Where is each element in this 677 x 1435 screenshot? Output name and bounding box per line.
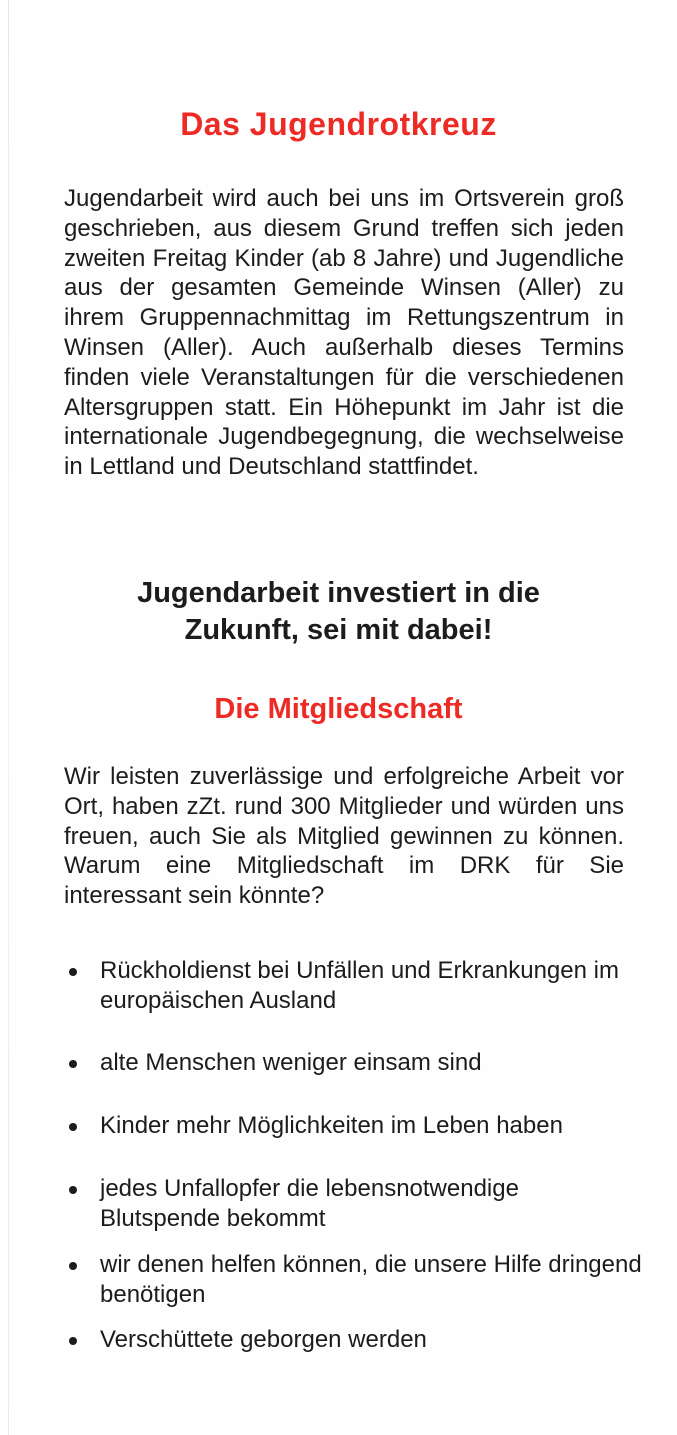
- slogan-line-2: Zukunft, sei mit dabei!: [184, 614, 493, 646]
- paragraph-mitgliedschaft: Wir leisten zuverlässige und erfolgreiche Arbeit vor Ort, haben zZt. rund 300 Mitglieder und würden uns freuen, auch Sie als Mitglied gewinnen zu können. Warum eine Mitgliedschaft im DRK für Sie interessant sein könnte?: [64, 763, 624, 910]
- list-item: [64, 956, 644, 1015]
- list-item-text: Kinder mehr Möglichkeiten im Leben haben: [100, 1112, 563, 1139]
- bullet-dot-icon: [69, 1337, 77, 1345]
- bullet-dot-icon: [69, 1060, 77, 1068]
- bullet-dot-icon: [69, 1186, 77, 1194]
- heading-mitgliedschaft: Die Mitgliedschaft: [214, 693, 463, 725]
- list-item: [64, 1048, 644, 1078]
- heading-jugendrotkreuz: Das Jugendrotkreuz: [180, 106, 497, 142]
- list-item-text: Rückholdienst bei Unfällen und Erkrankungen im europäischen Ausland: [100, 957, 619, 1014]
- list-item-text: jedes Unfallopfer die lebensnotwendige Blutspende bekommt: [100, 1175, 519, 1232]
- list-item: [64, 1111, 644, 1141]
- bullet-dot-icon: [69, 968, 77, 976]
- list-item: [64, 1174, 644, 1233]
- list-item: [64, 1325, 644, 1355]
- list-item-text: Verschüttete geborgen werden: [100, 1326, 427, 1353]
- bullet-dot-icon: [69, 1123, 77, 1131]
- slogan: [0, 575, 677, 649]
- list-item-text: alte Menschen weniger einsam sind: [100, 1049, 482, 1076]
- list-item-text: wir denen helfen können, die unsere Hilfe dringend benötigen: [100, 1251, 642, 1308]
- bullet-dot-icon: [69, 1262, 77, 1270]
- list-item: [64, 1250, 644, 1309]
- paragraph-jugendrotkreuz: Jugendarbeit wird auch bei uns im Ortsverein groß geschrieben, aus diesem Grund treffen sich jeden zweiten Freitag Kinder (ab 8 Jahre) und Jugendliche aus der gesamten Gemeinde Winsen (Aller) zu ihrem Gruppennachmittag im Rettungszentrum in Winsen (Aller). Auch außerhalb dieses Termins finden viele Veranstaltungen für die verschiedenen Altersgruppen statt. Ein Höhepunkt im Jahr ist die internationale Jugendbegegnung, die wechselweise in Lettland und Deutschland stattfindet.: [64, 185, 624, 481]
- slogan-line-1: Jugendarbeit investiert in die: [137, 577, 540, 609]
